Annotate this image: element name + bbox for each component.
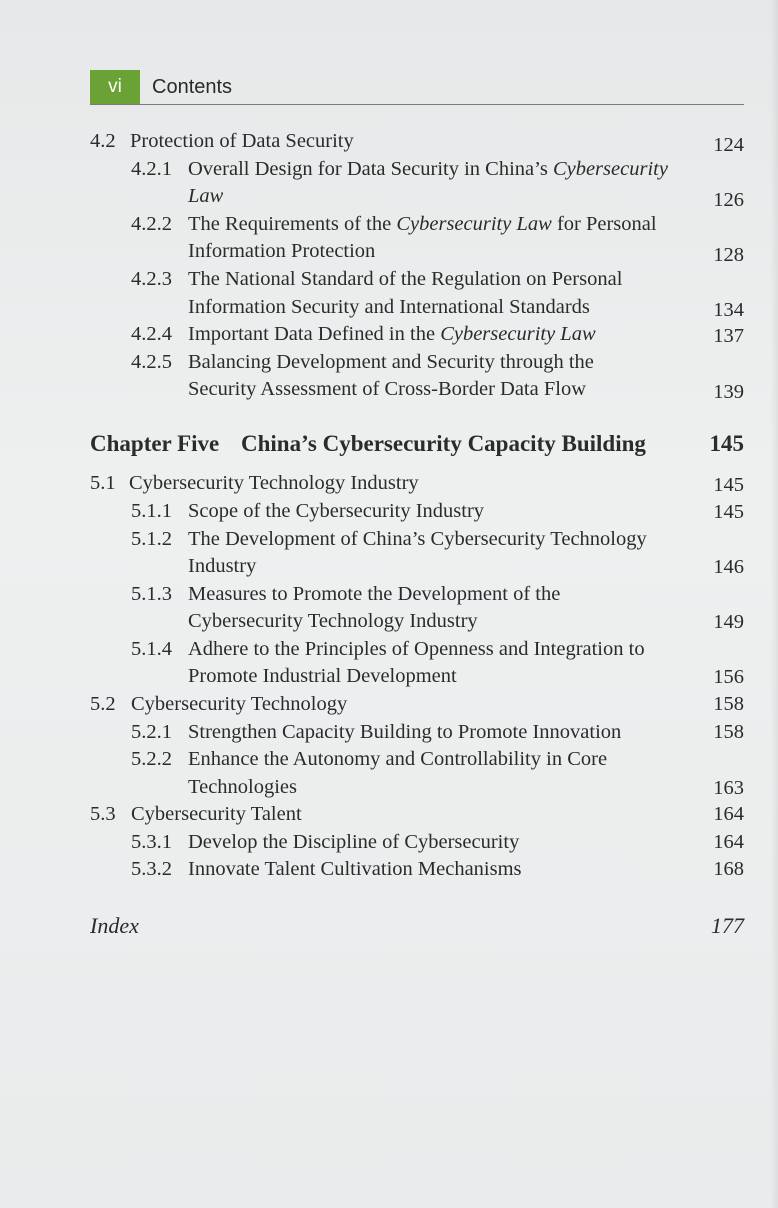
toc-entry-continuation	[0, 238, 778, 266]
section-number: 5.2.2	[131, 748, 172, 770]
section-number: 4.2.2	[131, 213, 172, 235]
toc-entry-continuation	[0, 608, 778, 636]
section-number: 5.3	[90, 803, 116, 825]
section-title: Scope of the Cybersecurity Industry	[188, 500, 485, 522]
section-title-continued: Security Assessment of Cross-Border Data Flow	[188, 378, 586, 400]
section-number: 5.1.3	[131, 583, 172, 605]
section-number: 4.2	[90, 130, 116, 152]
toc-entry-continuation	[0, 663, 778, 691]
section-title-continued: Information Security and International Standards	[188, 296, 590, 318]
page-number: 126	[713, 189, 744, 211]
page-number: 124	[713, 134, 744, 156]
toc-entry	[0, 581, 778, 609]
toc-entry	[0, 128, 778, 156]
page-number: 158	[713, 693, 744, 715]
page-number: 146	[713, 556, 744, 578]
section-title: Protection of Data Security	[130, 130, 354, 152]
page-number-badge: vi	[90, 70, 140, 104]
section-title: Important Data Defined in the Cybersecurity Law	[188, 323, 596, 345]
section-number: 5.2.1	[131, 721, 172, 743]
toc-entry	[0, 526, 778, 554]
page-number: 158	[713, 721, 744, 743]
toc-entry	[0, 719, 778, 747]
index-entry	[0, 911, 778, 939]
toc-entry	[0, 498, 778, 526]
section-number: 5.3.1	[131, 831, 172, 853]
section-number: 5.3.2	[131, 858, 172, 880]
section-number: 5.1.1	[131, 500, 172, 522]
toc-entry	[0, 211, 778, 239]
section-title-continued: Information Protection	[188, 240, 376, 262]
toc-entry	[0, 801, 778, 829]
section-title-continued: Law	[188, 185, 224, 207]
toc-entry-continuation	[0, 183, 778, 211]
section-title: Strengthen Capacity Building to Promote Innovation	[188, 721, 622, 743]
toc-entry-continuation	[0, 376, 778, 404]
page-number: 137	[713, 325, 744, 347]
page-number: 128	[713, 244, 744, 266]
toc-entry-continuation	[0, 774, 778, 802]
page-edge-shadow	[770, 0, 778, 1208]
section-number: 4.2.5	[131, 351, 172, 373]
section-number: 4.2.3	[131, 268, 172, 290]
page-number: 139	[713, 381, 744, 403]
section-title: Measures to Promote the Development of the	[188, 583, 561, 605]
toc-entry	[0, 856, 778, 884]
section-number: 4.2.1	[131, 158, 172, 180]
section-title: The Development of China’s Cybersecurity Technology	[188, 528, 647, 550]
page-number: 145	[713, 474, 744, 496]
index-label: Index	[90, 913, 139, 938]
section-title: Adhere to the Principles of Openness and Integration to	[188, 638, 645, 660]
section-title-continued: Promote Industrial Development	[188, 665, 457, 687]
chapter-page-number: 145	[709, 431, 744, 456]
section-number: 5.1.2	[131, 528, 172, 550]
section-title-continued: Technologies	[188, 776, 298, 798]
section-number: 5.2	[90, 693, 116, 715]
section-title: Enhance the Autonomy and Controllability in Core	[188, 748, 608, 770]
section-title-continued: Cybersecurity Technology Industry	[188, 610, 478, 632]
section-title: Balancing Development and Security through the	[188, 351, 594, 373]
page-number: 149	[713, 611, 744, 633]
section-title: Cybersecurity Technology Industry	[129, 472, 419, 494]
section-title: The National Standard of the Regulation on Personal	[188, 268, 623, 290]
toc-entry	[0, 746, 778, 774]
toc-entry	[0, 470, 778, 498]
toc-entry-continuation	[0, 553, 778, 581]
section-title: Cybersecurity Talent	[131, 803, 302, 825]
toc-entry-continuation	[0, 294, 778, 322]
page-number: 156	[713, 666, 744, 688]
section-title: Develop the Discipline of Cybersecurity	[188, 831, 520, 853]
section-title-continued: Industry	[188, 555, 257, 577]
chapter-label: Chapter Five	[90, 431, 220, 456]
section-title: Innovate Talent Cultivation Mechanisms	[188, 858, 522, 880]
chapter-heading	[0, 428, 778, 456]
section-number: 4.2.4	[131, 323, 172, 345]
toc-entry	[0, 691, 778, 719]
page-number: 145	[713, 501, 744, 523]
page-number: 163	[713, 777, 744, 799]
section-number: 5.1.4	[131, 638, 172, 660]
header-title: Contents	[152, 76, 233, 98]
toc-entry	[0, 636, 778, 664]
toc-entry	[0, 156, 778, 184]
index-page-number: 177	[711, 913, 744, 938]
section-title: The Requirements of the Cybersecurity Law for Personal	[188, 213, 657, 235]
page-number: 134	[713, 299, 744, 321]
page-number: 164	[713, 831, 744, 853]
section-number: 5.1	[90, 472, 116, 494]
section-title: Overall Design for Data Security in China’s Cybersecurity	[188, 158, 668, 180]
toc-entry	[0, 349, 778, 377]
toc-entry	[0, 266, 778, 294]
running-header	[90, 70, 744, 105]
page-number: 168	[713, 858, 744, 880]
section-title: Cybersecurity Technology	[131, 693, 348, 715]
page-number: 164	[713, 803, 744, 825]
toc-entry	[0, 829, 778, 857]
chapter-title: China’s Cybersecurity Capacity Building	[241, 431, 646, 456]
toc-entry	[0, 321, 778, 349]
